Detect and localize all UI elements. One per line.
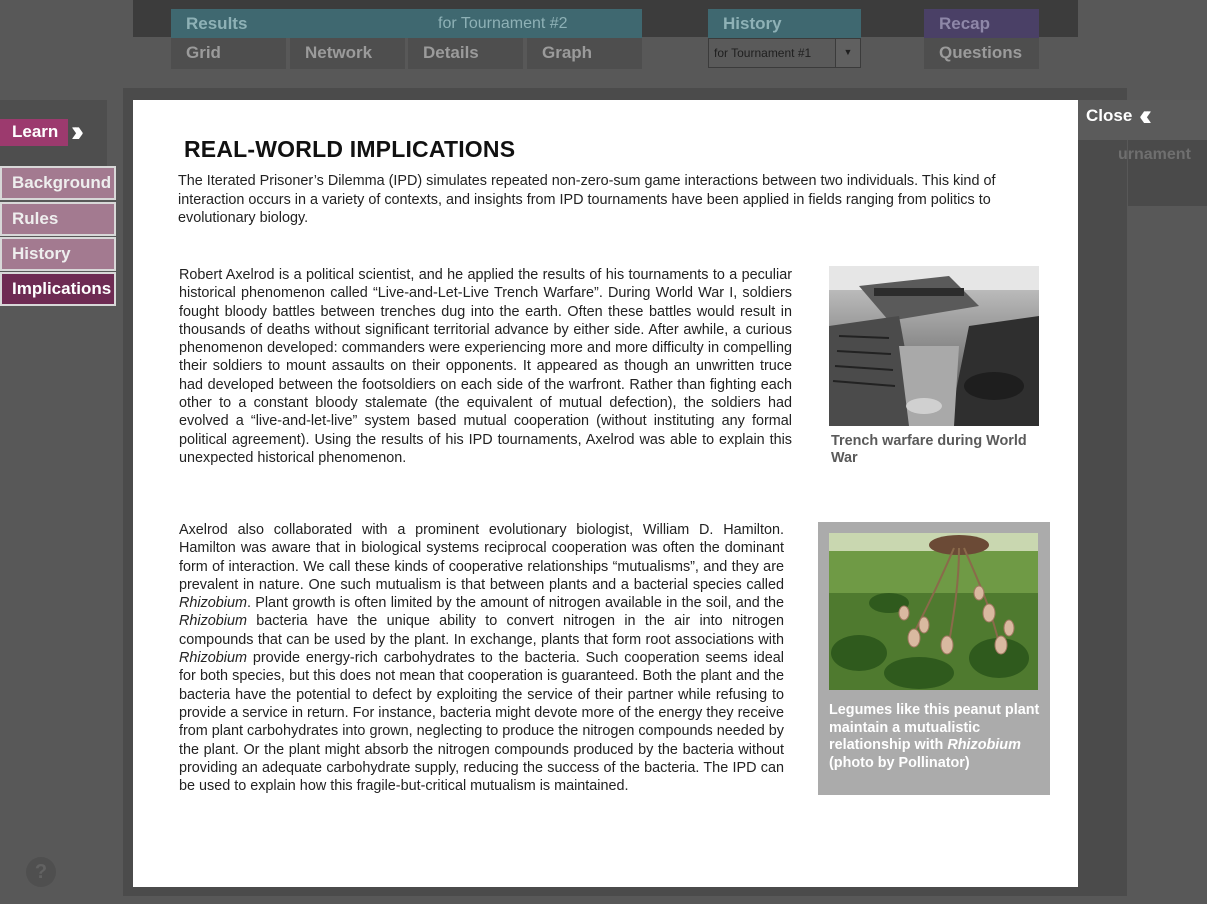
- help-icon[interactable]: ?: [26, 857, 56, 887]
- intro-paragraph: The Iterated Prisoner’s Dilemma (IPD) simulates repeated non-zero-sum game interactions between two individuals. This kind of interaction occurs in a variety of contexts, and insights from IPD tournaments have been applied in fields ranging from politics to evolutionary biology.: [178, 173, 996, 226]
- double-chevron-left-icon[interactable]: ‹‹: [1139, 99, 1145, 132]
- grid-button[interactable]: Grid: [171, 38, 286, 69]
- trench-warfare-photo: [829, 266, 1039, 426]
- peanut-plant-photo: [829, 533, 1038, 690]
- nav-item-background[interactable]: Background: [0, 166, 116, 200]
- details-button[interactable]: Details: [408, 38, 523, 69]
- close-button[interactable]: Close: [1078, 100, 1171, 140]
- double-chevron-right-icon[interactable]: ››: [71, 115, 77, 148]
- page-title: REAL-WORLD IMPLICATIONS: [184, 136, 516, 162]
- nav-item-history[interactable]: History: [0, 237, 116, 271]
- background-tab-label: urnament: [1118, 146, 1191, 163]
- history-select-value: for Tournament #1: [714, 46, 812, 60]
- results-tournament-label: for Tournament #2: [438, 15, 568, 32]
- history-tab[interactable]: History: [708, 9, 861, 38]
- results-tab[interactable]: Results: [171, 9, 642, 38]
- history-tournament-select[interactable]: [708, 38, 861, 68]
- learn-tab[interactable]: Learn: [0, 119, 68, 146]
- peanut-photo-caption: Legumes like this peanut plant maintain a mutualistic relationship with Rhizobium (photo by Pollinator): [829, 702, 1040, 771]
- trench-warfare-paragraph: Robert Axelrod is a political scientist, and he applied the results of his tournaments to a peculiar historical phenomenon called “Live-and-Let-Live Trench Warfare”. During World War I, soldiers fought bloody battles between trenches dug into the earth. Often these battles would result in thousands of deaths without significant territorial advance by either side. After awhile, a curious phenomenon developed: commanders were experiencing more and more difficulty in compelling their soldiers to mount assaults on their opponents. It appeared as though an unwritten truce had developed between the footsoldiers on each side of the warfront. Rather than fighting each other to a constant bloody stalemate (the equivalent of mutual defection), the soldiers had evolved a “live-and-let-live” system based mutual cooperation (without instituting any formal political agreement). Using the results of his IPD tournaments, Axelrod was able to explain this unexpected historical phenomenon.: [179, 267, 792, 466]
- network-button[interactable]: Network: [290, 38, 405, 69]
- nav-item-implications[interactable]: Implications: [0, 272, 116, 306]
- caret-down-icon[interactable]: ▼: [835, 39, 860, 67]
- recap-tab[interactable]: Recap: [924, 9, 1039, 38]
- nav-item-rules[interactable]: Rules: [0, 202, 116, 236]
- trench-photo-caption: Trench warfare during World War: [831, 433, 1027, 466]
- mutualism-paragraph: Axelrod also collaborated with a prominent evolutionary biologist, William D. Hamilton. Hamilton was aware that in biological systems reciprocal cooperation was often the dominant form of interaction. We call these kinds of cooperative relationships “mutualisms”, and they are prevalent in nature. One such mutualism is that between plants and a bacterial species called Rhizobium. Plant growth is often limited by the amount of nitrogen available in the soil, and the Rhizobium bacteria have the unique ability to convert nitrogen in the air into nitrogen compounds that can be used by the plant. In exchange, plants that form root associations with Rhizobium provide energy-rich carbohydrates to the bacteria. Such cooperation seems ideal for both species, but this does not mean that cooperation is guaranteed. Both the plant and the bacteria have the potential to defect by exploiting the service of their partner while refusing to provide a service in return. For instance, bacteria might devote more of the energy they receive from plant carbohydrates into grown, neglecting to produce the nitrogen compounds needed by the plant. Or the plant might absorb the nitrogen compounds produced by the bacteria without providing an adequate carbohydrate supply, reducing the success of the bacteria. The IPD can be used to explain how this fragile-but-critical mutualism is maintained.: [179, 522, 784, 795]
- graph-button[interactable]: Graph: [527, 38, 642, 69]
- questions-button[interactable]: Questions: [924, 38, 1039, 69]
